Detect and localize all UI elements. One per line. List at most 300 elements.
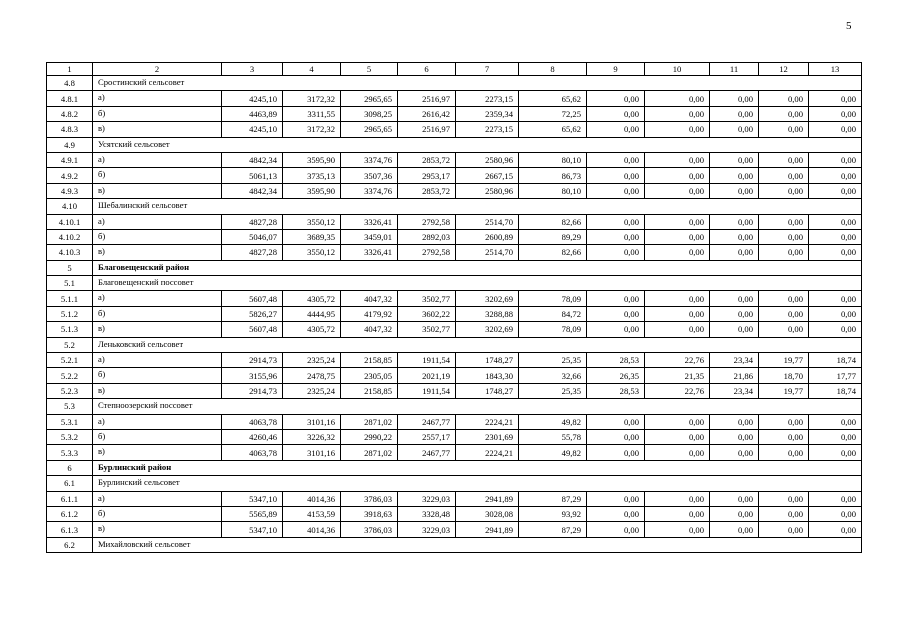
value-cell: 3326,41 [341, 245, 398, 260]
value-cell: 4245,10 [222, 122, 283, 137]
value-cell: 3595,90 [283, 152, 341, 167]
settlement-name-cell: Леньковский сельсовет [93, 337, 862, 352]
row-code-cell: 4.10 [47, 199, 93, 214]
value-cell: 0,00 [809, 491, 862, 506]
value-cell: 4014,36 [283, 491, 341, 506]
value-cell: 4842,34 [222, 152, 283, 167]
value-cell: 0,00 [710, 122, 759, 137]
value-cell: 0,00 [645, 106, 710, 121]
row-variant-cell: а) [93, 353, 222, 368]
row-code-cell: 5.1.2 [47, 306, 93, 321]
value-cell: 0,00 [710, 429, 759, 444]
value-cell: 4305,72 [283, 291, 341, 306]
value-cell: 5607,48 [222, 291, 283, 306]
row-variant-cell: в) [93, 383, 222, 398]
row-variant-cell: б) [93, 168, 222, 183]
table-row [47, 445, 862, 460]
row-code-cell: 4.8 [47, 76, 93, 91]
value-cell: 0,00 [587, 152, 645, 167]
value-cell: 3735,13 [283, 168, 341, 183]
value-cell: 1748,27 [456, 353, 519, 368]
value-cell: 89,29 [519, 229, 587, 244]
value-cell: 5565,89 [222, 506, 283, 521]
table-row [47, 229, 862, 244]
row-code-cell: 5.3 [47, 399, 93, 414]
value-cell: 0,00 [587, 91, 645, 106]
value-cell: 3502,77 [398, 291, 456, 306]
value-cell: 0,00 [809, 322, 862, 337]
value-cell: 2514,70 [456, 245, 519, 260]
value-cell: 0,00 [710, 491, 759, 506]
row-code-cell: 6.1.2 [47, 506, 93, 521]
table-row [47, 291, 862, 306]
section-row [47, 337, 862, 352]
value-cell: 0,00 [645, 91, 710, 106]
value-cell: 0,00 [645, 522, 710, 537]
value-cell: 2557,17 [398, 429, 456, 444]
value-cell: 4047,32 [341, 291, 398, 306]
value-cell: 3229,03 [398, 522, 456, 537]
value-cell: 0,00 [587, 414, 645, 429]
value-cell: 3202,69 [456, 322, 519, 337]
value-cell: 0,00 [809, 306, 862, 321]
row-code-cell: 5.3.2 [47, 429, 93, 444]
value-cell: 0,00 [759, 183, 809, 198]
value-cell: 0,00 [587, 322, 645, 337]
value-cell: 4245,10 [222, 91, 283, 106]
value-cell: 4063,78 [222, 445, 283, 460]
value-cell: 72,25 [519, 106, 587, 121]
value-cell: 2616,42 [398, 106, 456, 121]
value-cell: 17,77 [809, 368, 862, 383]
section-row [47, 199, 862, 214]
section-row [47, 476, 862, 491]
value-cell: 4260,46 [222, 429, 283, 444]
value-cell: 2158,85 [341, 383, 398, 398]
value-cell: 2914,73 [222, 383, 283, 398]
value-cell: 3202,69 [456, 291, 519, 306]
value-cell: 0,00 [759, 491, 809, 506]
row-variant-cell: а) [93, 491, 222, 506]
value-cell: 2273,15 [456, 122, 519, 137]
value-cell: 4153,59 [283, 506, 341, 521]
value-cell: 2871,02 [341, 414, 398, 429]
value-cell: 87,29 [519, 522, 587, 537]
table-row [47, 168, 862, 183]
row-code-cell: 6 [47, 460, 93, 475]
value-cell: 4842,34 [222, 183, 283, 198]
row-variant-cell: в) [93, 445, 222, 460]
value-cell: 0,00 [809, 229, 862, 244]
value-cell: 3101,16 [283, 414, 341, 429]
value-cell: 5826,27 [222, 306, 283, 321]
value-cell: 2467,77 [398, 445, 456, 460]
section-row [47, 137, 862, 152]
value-cell: 4444,95 [283, 306, 341, 321]
value-cell: 0,00 [645, 506, 710, 521]
value-cell: 3155,96 [222, 368, 283, 383]
column-number-cell: 9 [587, 63, 645, 76]
value-cell: 2158,85 [341, 353, 398, 368]
column-number-cell: 7 [456, 63, 519, 76]
page-number: 5 [846, 20, 852, 32]
row-code-cell: 4.9.3 [47, 183, 93, 198]
value-cell: 3602,22 [398, 306, 456, 321]
value-cell: 3786,03 [341, 522, 398, 537]
value-cell: 49,82 [519, 445, 587, 460]
value-cell: 65,62 [519, 91, 587, 106]
row-variant-cell: б) [93, 229, 222, 244]
value-cell: 0,00 [759, 506, 809, 521]
row-code-cell: 6.1 [47, 476, 93, 491]
column-number-cell: 13 [809, 63, 862, 76]
value-cell: 0,00 [710, 322, 759, 337]
row-code-cell: 4.10.1 [47, 214, 93, 229]
value-cell: 0,00 [809, 214, 862, 229]
value-cell: 0,00 [710, 229, 759, 244]
settlement-name-cell: Шебалинский сельсовет [93, 199, 862, 214]
value-cell: 5347,10 [222, 522, 283, 537]
row-code-cell: 4.9.1 [47, 152, 93, 167]
table-row [47, 106, 862, 121]
row-code-cell: 4.8.1 [47, 91, 93, 106]
value-cell: 3172,32 [283, 91, 341, 106]
value-cell: 0,00 [587, 506, 645, 521]
value-cell: 2359,34 [456, 106, 519, 121]
value-cell: 0,00 [809, 106, 862, 121]
district-name-cell: Бурлинский район [93, 460, 862, 475]
value-cell: 2325,24 [283, 383, 341, 398]
row-variant-cell: б) [93, 306, 222, 321]
section-row [47, 537, 862, 552]
value-cell: 0,00 [809, 506, 862, 521]
settlement-name-cell: Благовещенский поссовет [93, 276, 862, 291]
column-number-cell: 3 [222, 63, 283, 76]
value-cell: 82,66 [519, 245, 587, 260]
table-row [47, 383, 862, 398]
row-code-cell: 5.1 [47, 276, 93, 291]
value-cell: 18,70 [759, 368, 809, 383]
value-cell: 2467,77 [398, 414, 456, 429]
value-cell: 0,00 [645, 322, 710, 337]
tariff-table [46, 62, 862, 553]
district-row [47, 460, 862, 475]
value-cell: 2965,65 [341, 122, 398, 137]
value-cell: 0,00 [710, 91, 759, 106]
value-cell: 0,00 [645, 445, 710, 460]
value-cell: 3374,76 [341, 183, 398, 198]
value-cell: 2325,24 [283, 353, 341, 368]
value-cell: 4827,28 [222, 214, 283, 229]
table-row [47, 183, 862, 198]
value-cell: 0,00 [710, 106, 759, 121]
table-row [47, 414, 862, 429]
row-code-cell: 5.1.1 [47, 291, 93, 306]
column-number-cell: 12 [759, 63, 809, 76]
value-cell: 0,00 [710, 152, 759, 167]
value-cell: 0,00 [587, 306, 645, 321]
value-cell: 0,00 [645, 429, 710, 444]
value-cell: 3172,32 [283, 122, 341, 137]
row-variant-cell: в) [93, 183, 222, 198]
value-cell: 25,35 [519, 383, 587, 398]
value-cell: 26,35 [587, 368, 645, 383]
value-cell: 0,00 [809, 445, 862, 460]
value-cell: 4179,92 [341, 306, 398, 321]
value-cell: 0,00 [645, 152, 710, 167]
value-cell: 0,00 [759, 445, 809, 460]
value-cell: 4305,72 [283, 322, 341, 337]
table-row [47, 522, 862, 537]
value-cell: 3550,12 [283, 245, 341, 260]
value-cell: 22,76 [645, 353, 710, 368]
value-cell: 4014,36 [283, 522, 341, 537]
value-cell: 3101,16 [283, 445, 341, 460]
section-row [47, 76, 862, 91]
value-cell: 0,00 [759, 291, 809, 306]
value-cell: 3288,88 [456, 306, 519, 321]
column-number-cell: 2 [93, 63, 222, 76]
row-code-cell: 4.10.2 [47, 229, 93, 244]
row-variant-cell: б) [93, 506, 222, 521]
value-cell: 0,00 [587, 122, 645, 137]
value-cell: 78,09 [519, 291, 587, 306]
value-cell: 0,00 [809, 168, 862, 183]
value-cell: 0,00 [645, 168, 710, 183]
value-cell: 1843,30 [456, 368, 519, 383]
value-cell: 87,29 [519, 491, 587, 506]
value-cell: 32,66 [519, 368, 587, 383]
value-cell: 4047,32 [341, 322, 398, 337]
column-number-cell: 11 [710, 63, 759, 76]
value-cell: 0,00 [645, 214, 710, 229]
value-cell: 3098,25 [341, 106, 398, 121]
value-cell: 2580,96 [456, 183, 519, 198]
value-cell: 0,00 [710, 506, 759, 521]
value-cell: 19,77 [759, 383, 809, 398]
value-cell: 5607,48 [222, 322, 283, 337]
settlement-name-cell: Усятский сельсовет [93, 137, 862, 152]
value-cell: 2667,15 [456, 168, 519, 183]
column-number-cell: 5 [341, 63, 398, 76]
settlement-name-cell: Михайловский сельсовет [93, 537, 862, 552]
value-cell: 0,00 [759, 106, 809, 121]
value-cell: 2792,58 [398, 245, 456, 260]
row-variant-cell: в) [93, 245, 222, 260]
table-row [47, 429, 862, 444]
row-variant-cell: а) [93, 214, 222, 229]
value-cell: 2990,22 [341, 429, 398, 444]
row-code-cell: 5.1.3 [47, 322, 93, 337]
value-cell: 1911,54 [398, 353, 456, 368]
value-cell: 0,00 [759, 229, 809, 244]
row-code-cell: 6.1.3 [47, 522, 93, 537]
value-cell: 22,76 [645, 383, 710, 398]
value-cell: 2516,97 [398, 122, 456, 137]
value-cell: 2514,70 [456, 214, 519, 229]
row-variant-cell: б) [93, 429, 222, 444]
value-cell: 2516,97 [398, 91, 456, 106]
value-cell: 18,74 [809, 383, 862, 398]
row-variant-cell: а) [93, 291, 222, 306]
row-code-cell: 5 [47, 260, 93, 275]
value-cell: 21,86 [710, 368, 759, 383]
value-cell: 2224,21 [456, 414, 519, 429]
value-cell: 4827,28 [222, 245, 283, 260]
value-cell: 0,00 [759, 429, 809, 444]
table-row [47, 214, 862, 229]
value-cell: 0,00 [587, 245, 645, 260]
value-cell: 28,53 [587, 383, 645, 398]
column-number-row [47, 63, 862, 76]
row-variant-cell: а) [93, 414, 222, 429]
value-cell: 3689,35 [283, 229, 341, 244]
row-variant-cell: в) [93, 122, 222, 137]
table-body [47, 63, 862, 553]
value-cell: 28,53 [587, 353, 645, 368]
column-number-cell: 8 [519, 63, 587, 76]
value-cell: 25,35 [519, 353, 587, 368]
value-cell: 2853,72 [398, 152, 456, 167]
value-cell: 19,77 [759, 353, 809, 368]
value-cell: 23,34 [710, 353, 759, 368]
value-cell: 4463,89 [222, 106, 283, 121]
value-cell: 2021,19 [398, 368, 456, 383]
row-code-cell: 4.10.3 [47, 245, 93, 260]
district-row [47, 260, 862, 275]
value-cell: 0,00 [645, 183, 710, 198]
value-cell: 21,35 [645, 368, 710, 383]
column-number-cell: 10 [645, 63, 710, 76]
value-cell: 3229,03 [398, 491, 456, 506]
value-cell: 0,00 [759, 322, 809, 337]
value-cell: 0,00 [587, 445, 645, 460]
value-cell: 18,74 [809, 353, 862, 368]
value-cell: 5061,13 [222, 168, 283, 183]
value-cell: 0,00 [645, 306, 710, 321]
value-cell: 0,00 [809, 414, 862, 429]
row-code-cell: 5.2.3 [47, 383, 93, 398]
row-code-cell: 4.9.2 [47, 168, 93, 183]
value-cell: 0,00 [587, 429, 645, 444]
table-row [47, 491, 862, 506]
table-row [47, 245, 862, 260]
value-cell: 2273,15 [456, 91, 519, 106]
section-row [47, 399, 862, 414]
value-cell: 78,09 [519, 322, 587, 337]
value-cell: 0,00 [759, 245, 809, 260]
value-cell: 3507,36 [341, 168, 398, 183]
value-cell: 0,00 [710, 291, 759, 306]
value-cell: 0,00 [809, 291, 862, 306]
value-cell: 3374,76 [341, 152, 398, 167]
value-cell: 0,00 [759, 152, 809, 167]
value-cell: 0,00 [809, 522, 862, 537]
value-cell: 0,00 [587, 291, 645, 306]
district-name-cell: Благовещенский район [93, 260, 862, 275]
row-code-cell: 6.2 [47, 537, 93, 552]
value-cell: 0,00 [809, 122, 862, 137]
settlement-name-cell: Сростинский сельсовет [93, 76, 862, 91]
value-cell: 2871,02 [341, 445, 398, 460]
row-variant-cell: б) [93, 368, 222, 383]
row-code-cell: 6.1.1 [47, 491, 93, 506]
column-number-cell: 4 [283, 63, 341, 76]
value-cell: 0,00 [645, 245, 710, 260]
value-cell: 0,00 [710, 445, 759, 460]
value-cell: 0,00 [710, 214, 759, 229]
value-cell: 2914,73 [222, 353, 283, 368]
value-cell: 0,00 [587, 183, 645, 198]
value-cell: 2941,89 [456, 491, 519, 506]
value-cell: 3786,03 [341, 491, 398, 506]
value-cell: 0,00 [759, 522, 809, 537]
table-row [47, 306, 862, 321]
row-code-cell: 4.8.2 [47, 106, 93, 121]
value-cell: 49,82 [519, 414, 587, 429]
column-number-cell: 6 [398, 63, 456, 76]
value-cell: 23,34 [710, 383, 759, 398]
value-cell: 0,00 [710, 245, 759, 260]
value-cell: 3595,90 [283, 183, 341, 198]
value-cell: 2224,21 [456, 445, 519, 460]
value-cell: 0,00 [710, 522, 759, 537]
value-cell: 3502,77 [398, 322, 456, 337]
value-cell: 3918,63 [341, 506, 398, 521]
row-code-cell: 5.3.1 [47, 414, 93, 429]
value-cell: 5046,07 [222, 229, 283, 244]
value-cell: 0,00 [809, 429, 862, 444]
value-cell: 1748,27 [456, 383, 519, 398]
table-row [47, 322, 862, 337]
value-cell: 3311,55 [283, 106, 341, 121]
value-cell: 1911,54 [398, 383, 456, 398]
value-cell: 0,00 [587, 106, 645, 121]
value-cell: 0,00 [587, 168, 645, 183]
value-cell: 3328,48 [398, 506, 456, 521]
row-code-cell: 5.3.3 [47, 445, 93, 460]
row-variant-cell: а) [93, 152, 222, 167]
row-code-cell: 5.2.1 [47, 353, 93, 368]
value-cell: 84,72 [519, 306, 587, 321]
column-number-cell: 1 [47, 63, 93, 76]
value-cell: 0,00 [645, 229, 710, 244]
row-variant-cell: б) [93, 106, 222, 121]
table-row [47, 122, 862, 137]
value-cell: 2941,89 [456, 522, 519, 537]
value-cell: 2580,96 [456, 152, 519, 167]
settlement-name-cell: Бурлинский сельсовет [93, 476, 862, 491]
value-cell: 0,00 [809, 183, 862, 198]
table-row [47, 368, 862, 383]
value-cell: 2600,89 [456, 229, 519, 244]
value-cell: 0,00 [710, 168, 759, 183]
value-cell: 2965,65 [341, 91, 398, 106]
table-row [47, 506, 862, 521]
value-cell: 80,10 [519, 152, 587, 167]
value-cell: 80,10 [519, 183, 587, 198]
value-cell: 2478,75 [283, 368, 341, 383]
table-row [47, 91, 862, 106]
value-cell: 0,00 [759, 414, 809, 429]
row-variant-cell: в) [93, 522, 222, 537]
value-cell: 0,00 [645, 414, 710, 429]
value-cell: 0,00 [809, 245, 862, 260]
value-cell: 0,00 [645, 491, 710, 506]
value-cell: 3550,12 [283, 214, 341, 229]
value-cell: 2892,03 [398, 229, 456, 244]
value-cell: 65,62 [519, 122, 587, 137]
